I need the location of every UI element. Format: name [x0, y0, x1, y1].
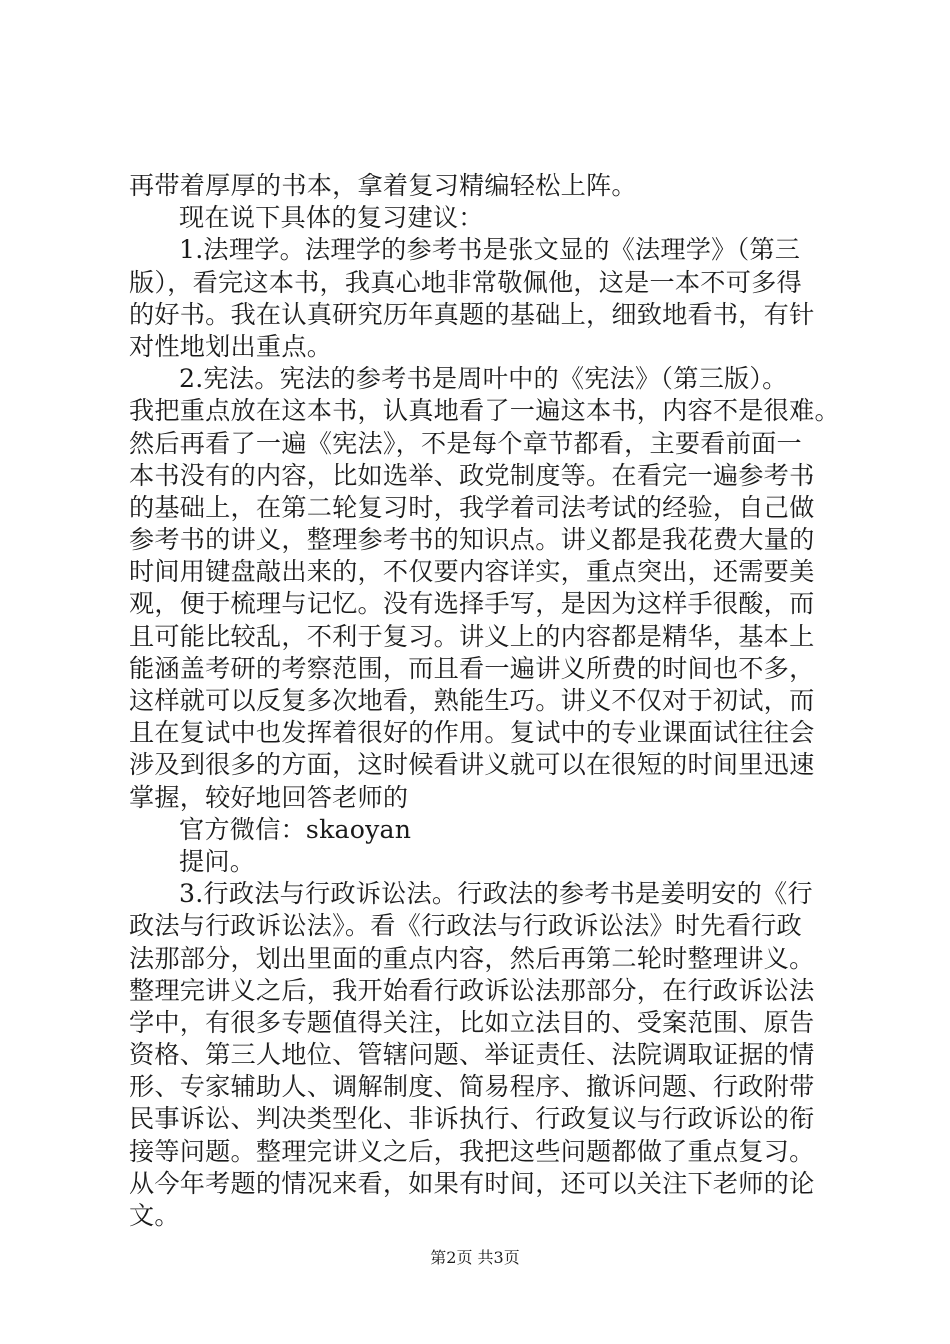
text-line: 3.行政法与行政诉讼法。行政法的参考书是姜明安的《行 — [179, 879, 813, 909]
text-line: 对性地划出重点。 — [129, 331, 333, 361]
text-line: 接等问题。整理完讲义之后，我把这些问题都做了重点复习。 — [129, 1136, 815, 1166]
text-line: 资格、第三人地位、管辖问题、举证责任、法院调取证据的情 — [129, 1040, 815, 1070]
text-line: 政法与行政诉讼法》。看《行政法与行政诉讼法》时先看行政 — [129, 911, 802, 941]
text-line: 版），看完这本书，我真心地非常敬佩他，这是一本不可多得 — [129, 267, 802, 297]
text-line: 从今年考题的情况来看，如果有时间，还可以关注下老师的论 — [129, 1168, 815, 1198]
text-line: 的基础上，在第二轮复习时，我学着司法考试的经验，自己做 — [129, 492, 815, 522]
page-footer: 第2页 共3页 — [430, 1248, 520, 1267]
text-line: 涉及到很多的方面，这时候看讲义就可以在很短的时间里迅速 — [129, 750, 815, 780]
text-line: 整理完讲义之后，我开始看行政诉讼法那部分，在行政诉讼法 — [129, 975, 815, 1005]
text-line: 掌握，较好地回答老师的 — [129, 782, 409, 812]
text-line: 1.法理学。法理学的参考书是张文显的《法理学》（第三 — [179, 235, 801, 265]
text-line: 民事诉讼、判决类型化、非诉执行、行政复议与行政诉讼的衔 — [129, 1104, 815, 1134]
text-line: 且在复试中也发挥着很好的作用。复试中的专业课面试往往会 — [129, 718, 815, 748]
text-line: 且可能比较乱，不利于复习。讲义上的内容都是精华，基本上 — [129, 621, 815, 651]
text-line: 这样就可以反复多次地看，熟能生巧。讲义不仅对于初试，而 — [129, 686, 815, 715]
text-line: 官方微信：skaoyan — [179, 814, 412, 844]
text-line: 然后再看了一遍《宪法》，不是每个章节都看，主要看前面一 — [129, 428, 802, 458]
text-line: 现在说下具体的复习建议： — [179, 203, 484, 233]
text-line: 参考书的讲义，整理参考书的知识点。讲义都是我花费大量的 — [129, 525, 815, 555]
text-line: 形、专家辅助人、调解制度、简易程序、撤诉问题、行政附带 — [129, 1072, 815, 1102]
text-line: 法那部分，划出里面的重点内容，然后再第二轮时整理讲义。 — [129, 943, 815, 973]
text-line: 时间用键盘敲出来的，不仅要内容详实，重点突出，还需要美 — [129, 557, 815, 587]
text-line: 再带着厚厚的书本，拿着复习精编轻松上阵。 — [129, 171, 637, 200]
text-line: 提问。 — [179, 846, 256, 876]
text-line: 的好书。我在认真研究历年真题的基础上，细致地看书，有针 — [129, 299, 815, 329]
text-line: 学中，有很多专题值得关注，比如立法目的、受案范围、原告 — [129, 1007, 815, 1037]
text-line: 我把重点放在这本书，认真地看了一遍这本书，内容不是很难。 — [129, 396, 840, 426]
text-line: 观，便于梳理与记忆。没有选择手写，是因为这样手很酸，而 — [129, 589, 815, 619]
text-line: 能涵盖考研的考察范围，而且看一遍讲义所费的时间也不多， — [129, 653, 815, 683]
body-text — [129, 170, 841, 1232]
text-line: 本书没有的内容，比如选举、政党制度等。在看完一遍参考书 — [129, 460, 815, 490]
text-line: 2.宪法。宪法的参考书是周叶中的《宪法》（第三版）。 — [179, 364, 788, 394]
text-line: 文。 — [129, 1201, 180, 1230]
